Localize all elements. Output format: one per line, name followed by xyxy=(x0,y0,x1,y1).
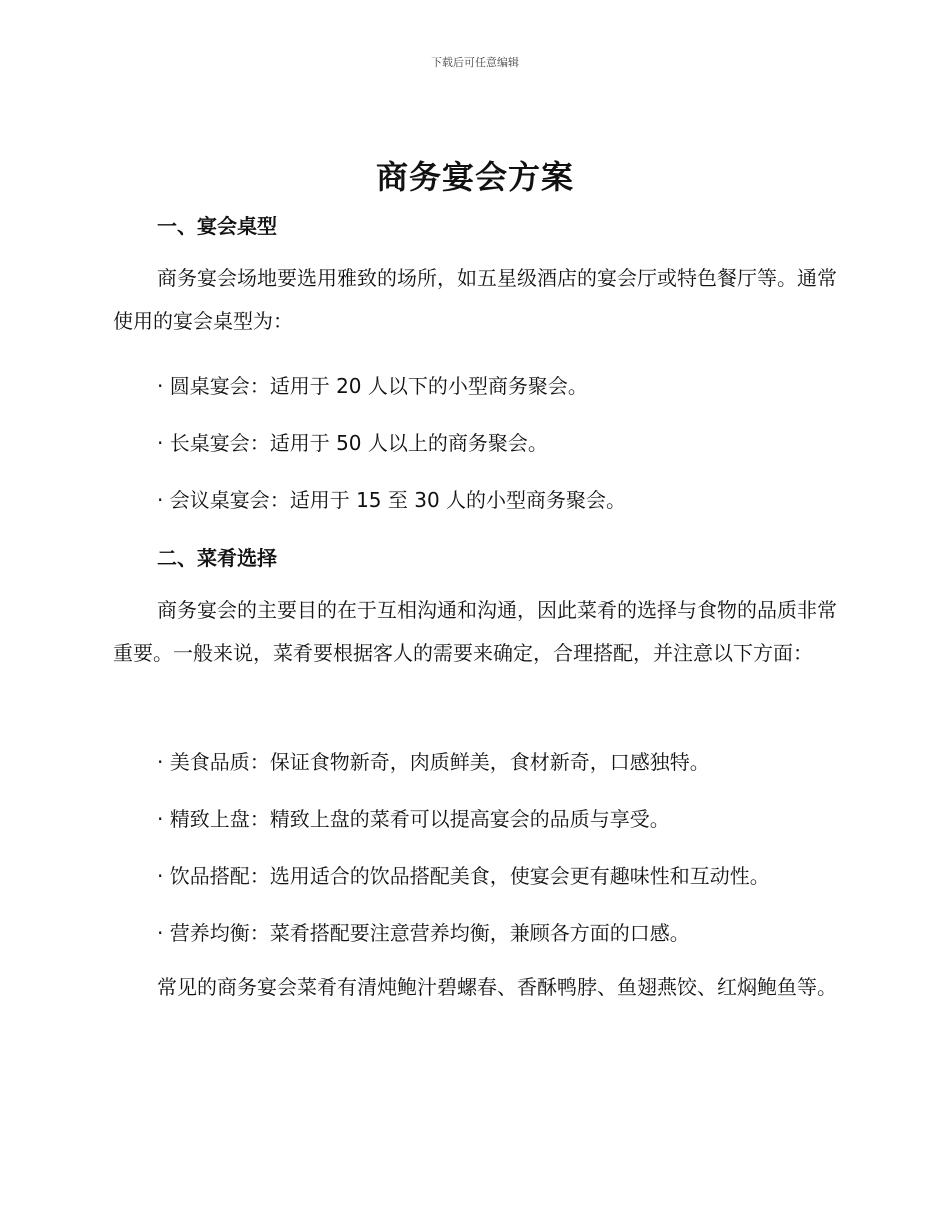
section-heading-dish-selection: 二、菜肴选择 xyxy=(157,546,277,570)
section-heading-table-types: 一、宴会桌型 xyxy=(157,214,277,238)
section1-intro-paragraph: 商务宴会场地要选用雅致的场所，如五星级酒店的宴会厅或特色餐厅等。通常使用的宴会桌型为： xyxy=(113,266,837,333)
document-title: 商务宴会方案 xyxy=(375,158,574,196)
list-item: · 美食品质：保证食物新奇，肉质鲜美，食材新奇，口感独特。 xyxy=(157,750,710,774)
list-item: · 长桌宴会：适用于 50 人以上的商务聚会。 xyxy=(157,431,548,455)
list-item: · 营养均衡：菜肴搭配要注意营养均衡，兼顾各方面的口感。 xyxy=(157,921,690,945)
list-item: · 精致上盘：精致上盘的菜肴可以提高宴会的品质与享受。 xyxy=(157,807,670,831)
list-item: · 会议桌宴会：适用于 15 至 30 人的小型商务聚会。 xyxy=(157,488,627,512)
closing-paragraph: 常见的商务宴会菜肴有清炖鲍汁碧螺春、香酥鸭脖、鱼翅燕饺、红焖鲍鱼等。 xyxy=(157,975,837,999)
list-item: · 饮品搭配：选用适合的饮品搭配美食，使宴会更有趣味性和互动性。 xyxy=(157,864,770,888)
section2-intro-paragraph: 商务宴会的主要目的在于互相沟通和沟通，因此菜肴的选择与食物的品质非常重要。一般来说，菜肴要根据客人的需要来确定，合理搭配，并注意以下方面： xyxy=(113,598,837,665)
header-note: 下载后可任意编辑 xyxy=(431,56,519,69)
list-item: · 圆桌宴会：适用于 20 人以下的小型商务聚会。 xyxy=(157,374,588,398)
